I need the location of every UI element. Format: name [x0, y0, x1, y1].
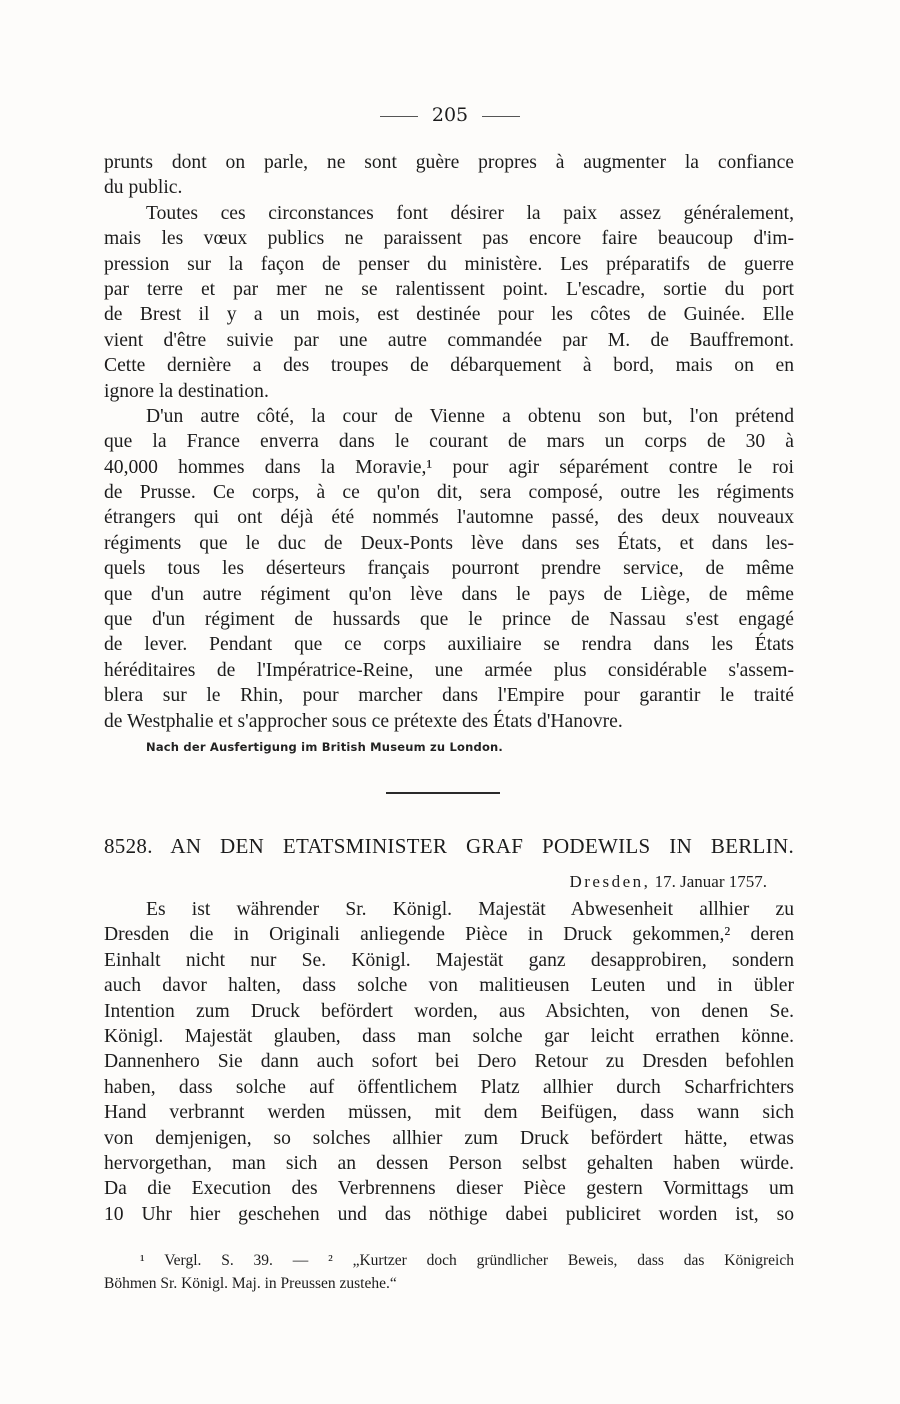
text-line: mais les vœux publics ne paraissent pas encore faire beaucoup d'im- [104, 228, 794, 250]
text-line: Dresden die in Originali anliegende Pièce in Druck gekommen,² deren [104, 924, 794, 946]
text-line: Toutes ces circonstances font désirer la paix assez généralement, [146, 202, 794, 224]
text-line: Dannenhero Sie dann auch sofort bei Dero Retour zu Dresden befohlen [104, 1051, 794, 1073]
footnotes [104, 1249, 794, 1295]
text-line: Königl. Majestät glauben, dass man solche gar leicht errathen könne. [104, 1025, 794, 1047]
text-line: de lever. Pendant que ce corps auxiliaire se rendra dans les États [104, 634, 794, 656]
source-note: Nach der Ausfertigung im British Museum zu London. [146, 740, 504, 754]
text-line: Cette dernière a des troupes de débarquement à bord, mais on en [104, 355, 794, 377]
text-line: Hand verbrannt werden müssen, mit dem Beifügen, dass wann sich [104, 1102, 794, 1124]
text-line: de Prusse. Ce corps, à ce qu'on dit, sera composé, outre les régiments [104, 482, 794, 504]
text-line: que la France enverra dans le courant de mars un corps de 30 à [104, 431, 794, 453]
header-rule-left [380, 116, 418, 117]
text-line: von demjenigen, so solches allhier zum Druck befördert hätte, etwas [104, 1127, 794, 1149]
footnote-line: Böhmen Sr. Königl. Maj. in Preussen zustehe.“ [104, 1275, 397, 1292]
text-line: Es ist währender Sr. Königl. Majestät Abwesenheit allhier zu [146, 899, 794, 920]
text-line: haben, dass solche auf öffentlichem Platz allhier durch Scharfrichters [104, 1076, 794, 1098]
french-text [104, 150, 794, 734]
page-number: 205 [431, 104, 469, 126]
text-line: pression sur la façon de penser du ministère. Les préparatifs de guerre [104, 253, 794, 275]
text-line: que d'un autre régiment qu'on lève dans le pays de Liège, de même [104, 583, 794, 605]
section-divider [386, 792, 500, 794]
text-line: quels tous les déserteurs français pourront prendre service, de même [104, 558, 794, 580]
page-header [0, 103, 900, 127]
text-line: auch davor halten, dass solche von malitieusen Leuten und in übler [104, 975, 794, 997]
german-text [104, 897, 794, 1227]
text-line: D'un autre côté, la cour de Vienne a obtenu son but, l'on prétend [146, 405, 794, 427]
text-line: prunts dont on parle, ne sont guère propres à augmenter la confiance [104, 152, 794, 173]
text-line: par terre et par mer ne se ralentissent point. L'escadre, sortie du port [104, 278, 794, 300]
text-line: blera sur le Rhin, pour marcher dans l'Empire pour garantir le traité [104, 685, 794, 707]
text-line: hervorgethan, man sich an dessen Person selbst gehalten haben würde. [104, 1152, 794, 1174]
text-line: vient d'être suivie par une autre commandée par M. de Bauffremont. [104, 329, 794, 351]
letter-heading: 8528. AN DEN ETATSMINISTER GRAF PODEWILS IN BERLIN. [104, 834, 794, 858]
footnote-line: ¹ Vergl. S. 39. — ² „Kurtzer doch gründlicher Beweis, dass das Königreich [140, 1252, 794, 1269]
text-line: Intention zum Druck befördert worden, aus Absichten, von denen Se. [104, 1000, 794, 1022]
text-line: Einhalt nicht nur Se. Königl. Majestät ganz desapprobiren, sondern [104, 949, 794, 971]
text-line: que d'un régiment de hussards que le prince de Nassau s'est engagé [104, 609, 794, 631]
letter-dateline [0, 871, 767, 893]
text-line: Da die Execution des Verbrennens dieser Pièce gestern Vormittags um [104, 1178, 794, 1200]
header-rule-right [482, 116, 520, 117]
text-line: 40,000 hommes dans la Moravie,¹ pour agir séparément contre le roi [104, 456, 794, 478]
dateline-place: Dresden, [569, 872, 651, 891]
text-line: de Westphalie et s'approcher sous ce prétexte des États d'Hanovre. [104, 710, 623, 732]
text-line: de Brest il y a un mois, est destinée pour les côtes de Guinée. Elle [104, 304, 794, 326]
text-line: ignore la destination. [104, 380, 269, 402]
text-line: du public. [104, 177, 183, 199]
text-line: régiments que le duc de Deux-Ponts lève dans ses États, et dans les- [104, 532, 794, 554]
text-line: étrangers qui ont déjà été nommés l'automne passé, des deux nouveaux [104, 507, 794, 529]
dateline-date: 17. Januar 1757. [654, 872, 767, 891]
text-line: 10 Uhr hier geschehen und das nöthige dabei publiciret worden ist, so [104, 1203, 794, 1225]
text-line: héréditaires de l'Impératrice-Reine, une armée plus considérable s'assem- [104, 659, 794, 681]
